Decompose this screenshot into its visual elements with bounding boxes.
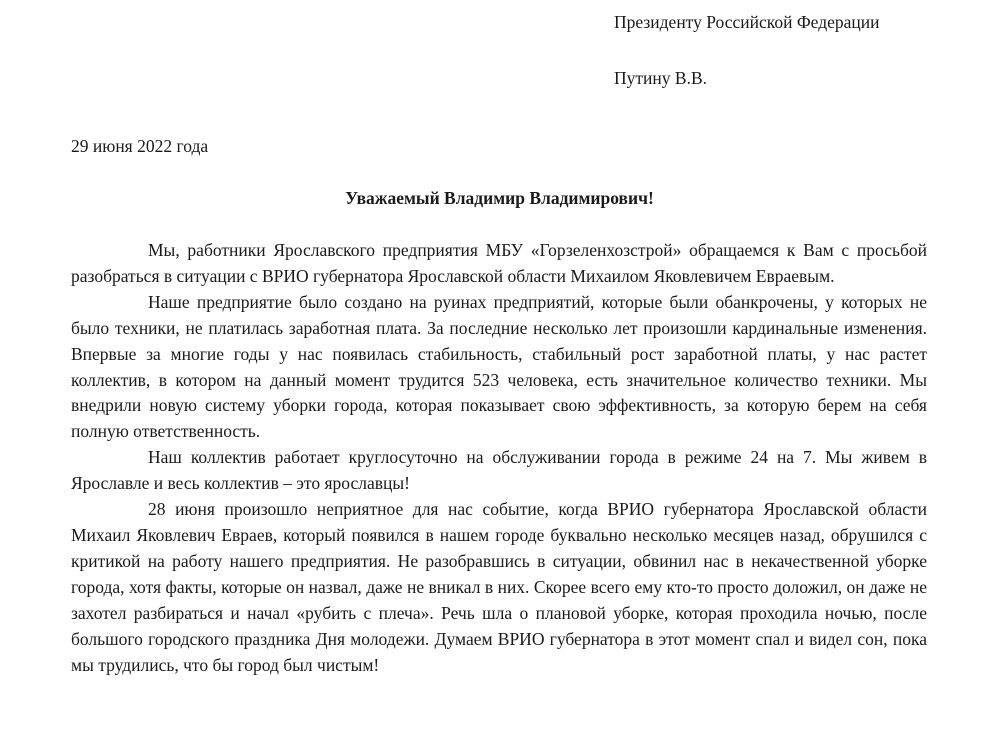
letter-greeting: Уважаемый Владимир Владимирович! — [345, 188, 654, 208]
paragraph-1: Мы, работники Ярославского предприятия МБУ «Горзеленхозстрой» обращаемся к Вам с просьбой разобраться в ситуации с ВРИО губернатора Ярославской области Михаилом Яковлевичем Евраевым. — [71, 240, 927, 286]
addressee-line-1: Президенту Российской Федерации — [614, 12, 880, 32]
paragraph-4: 28 июня произошло неприятное для нас событие, когда ВРИО губернатора Ярославской области Михаил Яковлевич Евраев, который появился в нашем городе буквально несколько месяцев назад, обрушился с критикой на работу нашего предприятия. Не разобравшись в ситуации, обвинил нас в некачественной уборке города, хотя факты, которые он назвал, даже не вникал в них. Скорее всего ему кто-то просто доложил, он даже не захотел разбираться и начал «рубить с плеча». Речь шла о плановой уборке, которая проходила ночью, после большого городского праздника Дня молодежи. Думаем ВРИО губернатора в этот момент спал и видел сон, пока мы трудились, что бы город был чистым! — [71, 499, 927, 675]
letter-date: 29 июня 2022 года — [71, 136, 209, 156]
paragraph-3: Наш коллектив работает круглосуточно на обслуживании города в режиме 24 на 7. Мы живем в Ярославле и весь коллектив – это ярославцы! — [71, 447, 927, 494]
paragraph-2: Наше предприятие было создано на руинах предприятий, которые были обанкрочены, у которых не было техники, не платилась заработная плата. За последние несколько лет произошли кардинальные изменения. Впервые за многие годы у нас появилась стабильность, стабильный рост заработной платы, у нас растет коллектив, в котором на данный момент трудится 523 человека, есть значительное количество техники. Мы внедрили новую систему уборки города, которая показывает свою эффективность, за которую берем на себя полную ответственность. — [71, 291, 927, 442]
addressee-line-2: Путину В.В. — [614, 68, 707, 88]
letter-body — [71, 238, 927, 678]
